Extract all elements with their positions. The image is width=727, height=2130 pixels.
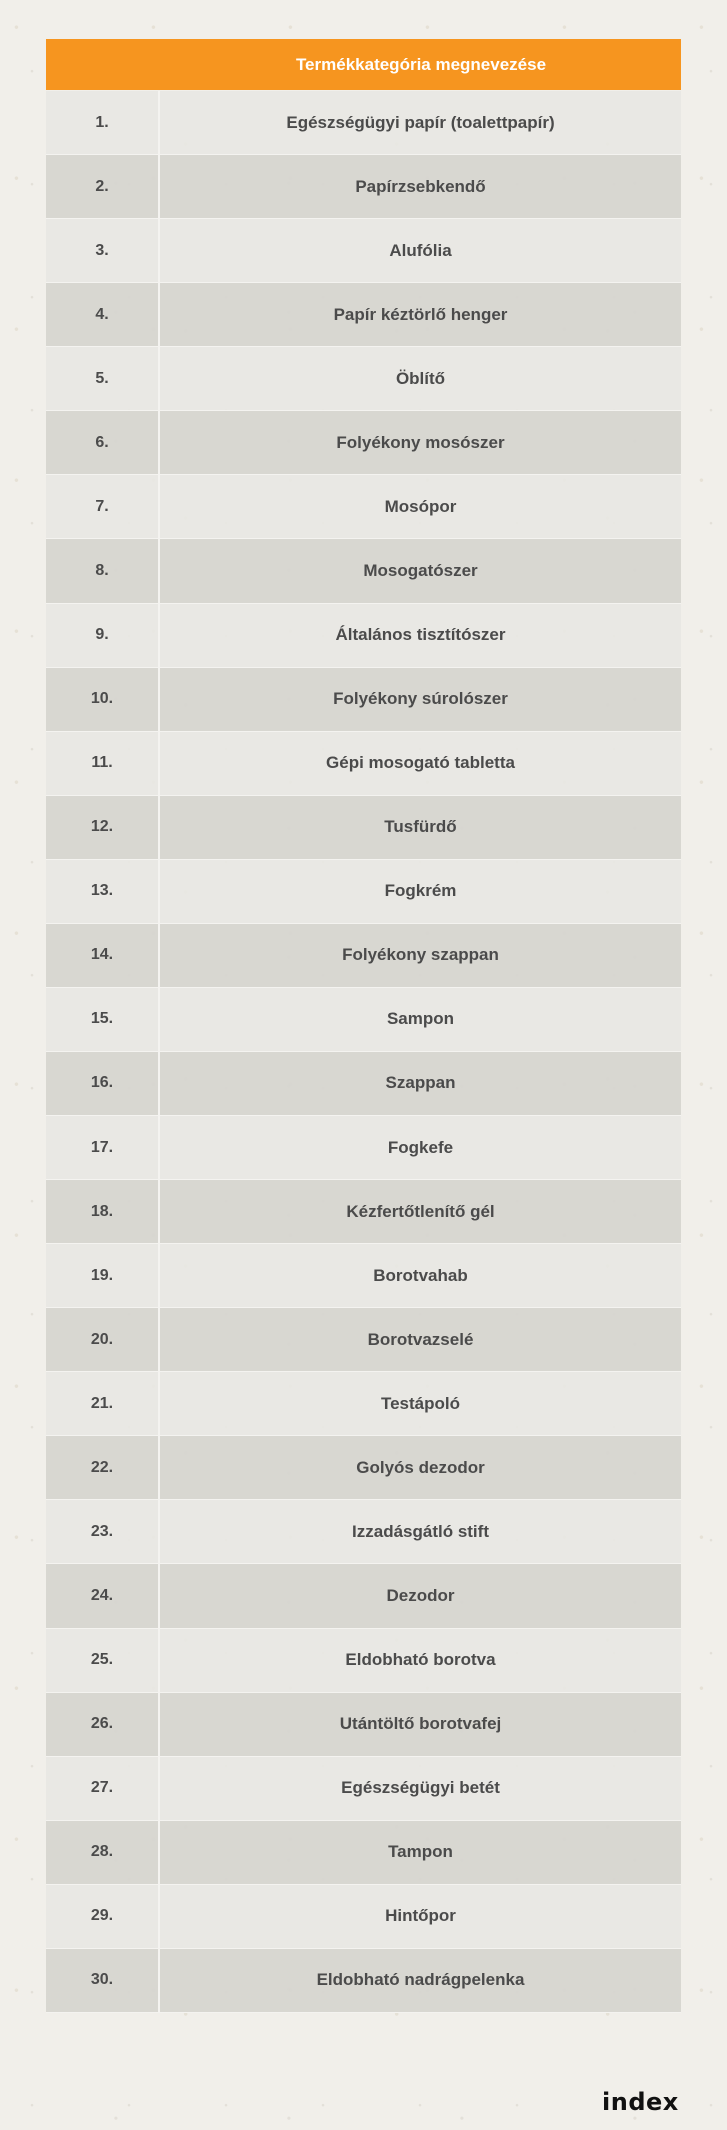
row-category-name: Papír kéztörlő henger [333,304,508,324]
table-row [46,1180,681,1244]
row-number: 8. [46,539,160,602]
row-number: 25. [46,1629,160,1692]
table-row [46,155,681,219]
header-title: Termékkategória megnevezése [295,55,547,74]
row-number: 12. [46,796,160,859]
row-number: 29. [46,1885,160,1948]
row-number: 2. [46,155,160,218]
row-category-name: Tampon [388,1842,453,1862]
row-category-name: Folyékony szappan [342,945,499,965]
row-category-name: Egészségügyi papír (toalettpapír) [286,112,555,132]
table-row [46,1821,681,1885]
table-row [46,796,681,860]
table-row [46,988,681,1052]
table-row [46,1116,681,1180]
row-number: 13. [46,860,160,923]
row-category-name: Fogkrém [384,881,457,901]
table-row [46,347,681,411]
row-category-name: Folyékony mosószer [336,432,505,452]
table-row [46,475,681,539]
table-row [46,1436,681,1500]
row-number: 3. [46,219,160,282]
row-number: 7. [46,475,160,538]
table-row [46,91,681,155]
row-category-name: Kézfertőtlenítő gél [346,1201,495,1221]
row-category-name: Szappan [385,1073,456,1093]
table-row [46,539,681,603]
row-number: 4. [46,283,160,346]
row-category-name: Papírzsebkendő [355,176,486,196]
table-row [46,924,681,988]
row-category-name: Alufólia [389,240,452,260]
row-category-name: Mosópor [384,496,457,516]
table-row [46,668,681,732]
row-number: 20. [46,1308,160,1371]
row-number: 19. [46,1244,160,1307]
row-number: 17. [46,1116,160,1179]
table-row [46,1885,681,1949]
table-row [46,1308,681,1372]
row-category-name: Eldobható nadrágpelenka [316,1970,525,1990]
table-row [46,604,681,668]
row-category-name: Öblítő [395,368,446,388]
row-number: 21. [46,1372,160,1435]
row-category-name: Fogkefe [387,1137,454,1157]
row-number: 27. [46,1757,160,1820]
table-row [46,1693,681,1757]
row-category-name: Izzadásgátló stift [352,1521,489,1541]
row-category-name: Hintőpor [385,1906,456,1926]
row-number: 6. [46,411,160,474]
row-category-name: Mosogatószer [363,560,478,580]
table-row [46,1052,681,1116]
table-row [46,283,681,347]
row-category-name: Egészségügyi betét [341,1778,500,1798]
row-category-name: Eldobható borotva [345,1650,496,1670]
table-row [46,1949,681,2013]
table-row [46,1500,681,1564]
table-row [46,860,681,924]
row-category-name: Sampon [386,1009,455,1029]
row-category-name: Általános tisztítószer [335,625,506,645]
row-number: 15. [46,988,160,1051]
table-row [46,1629,681,1693]
row-category-name: Borotvahab [373,1265,468,1285]
row-number: 14. [46,924,160,987]
row-number: 16. [46,1052,160,1115]
row-number: 24. [46,1564,160,1627]
table-row [46,1757,681,1821]
table-header [46,39,681,90]
product-category-table [46,39,681,2013]
table-row [46,1564,681,1628]
row-number: 28. [46,1821,160,1884]
row-number: 26. [46,1693,160,1756]
row-number: 18. [46,1180,160,1243]
row-number: 23. [46,1500,160,1563]
row-number: 30. [46,1949,160,2012]
row-number: 11. [46,732,160,795]
row-category-name: Tusfürdő [384,817,457,837]
row-category-name: Folyékony súrolószer [333,689,508,709]
row-category-name: Gépi mosogató tabletta [326,753,515,773]
row-category-name: Golyós dezodor [356,1457,485,1477]
table-body [46,91,681,2013]
row-number: 22. [46,1436,160,1499]
table-row [46,411,681,475]
row-category-name: Borotvazselé [367,1329,474,1349]
row-number: 5. [46,347,160,410]
row-category-name: Testápoló [380,1393,461,1413]
row-number: 9. [46,604,160,667]
row-number: 1. [46,91,160,154]
row-category-name: Utántöltő borotvafej [339,1714,502,1734]
table-row [46,732,681,796]
table-row [46,1372,681,1436]
row-number: 10. [46,668,160,731]
index-logo: index [602,2088,679,2116]
table-row [46,219,681,283]
table-row [46,1244,681,1308]
row-category-name: Dezodor [386,1585,455,1605]
